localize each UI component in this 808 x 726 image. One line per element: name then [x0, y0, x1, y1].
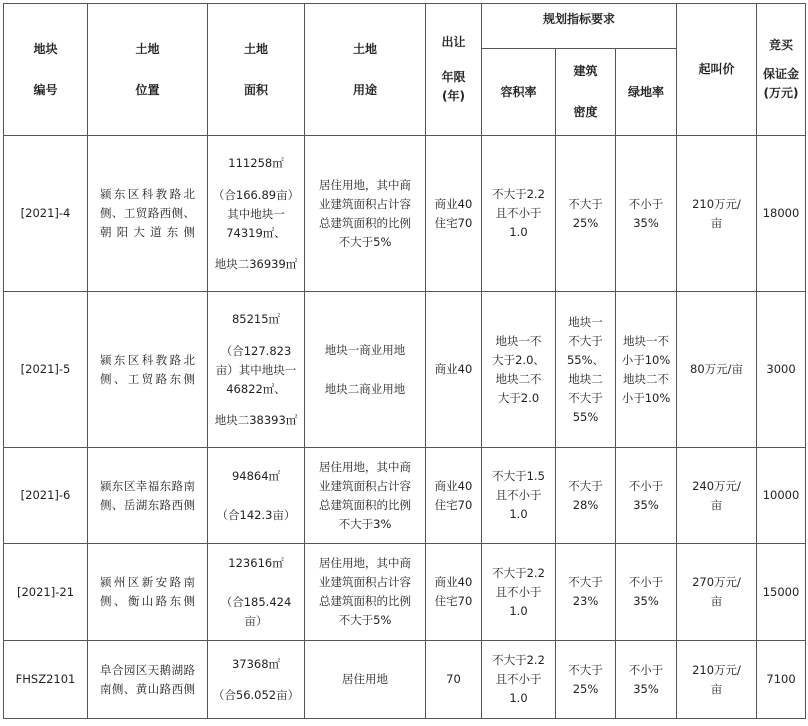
- cell-far: [482, 544, 556, 641]
- far-line: 大于2.0、: [492, 352, 545, 367]
- far-line: 不大于2.2: [492, 565, 545, 580]
- density-line: 55%: [572, 409, 599, 424]
- green-line: 地块二不: [623, 371, 670, 386]
- far-line: 大于2.0: [497, 390, 540, 405]
- cell-plot-no: [2021]-5: [4, 292, 88, 448]
- green-line: 35%: [633, 681, 659, 696]
- header-density-line1: 建筑: [573, 64, 598, 78]
- header-term-line3: (年): [442, 89, 465, 103]
- area-line: （合142.3亩）: [216, 507, 296, 522]
- cell-area: [208, 292, 305, 448]
- far-line: 1.0: [509, 507, 528, 521]
- header-far: 容积率: [482, 49, 556, 136]
- far-line: 1.0: [509, 225, 528, 239]
- green-line: 不小于: [628, 196, 664, 211]
- green-line: 35%: [633, 497, 659, 512]
- cell-plot-no: [2021]-21: [4, 544, 88, 641]
- density-line: 55%、: [566, 352, 605, 367]
- density-line: 不大于: [568, 333, 603, 348]
- cell-density: [556, 292, 616, 448]
- term-line: 住宅70: [434, 594, 473, 608]
- cell-far: [482, 136, 556, 292]
- term-line: 商业40: [434, 196, 473, 211]
- term-line: 商业40: [434, 575, 473, 589]
- cell-area: [208, 641, 305, 719]
- cell-density: [556, 641, 616, 719]
- cell-location: 颍东区科教路北侧、工贸路西侧、朝阳大道东侧: [88, 136, 208, 292]
- term-line: 商业40: [434, 478, 473, 493]
- price-line: 亩: [710, 594, 723, 608]
- far-line: 不大于2.2: [492, 653, 545, 667]
- cell-far: [482, 292, 556, 448]
- header-deposit-line2: 保证金: [763, 67, 800, 81]
- cell-location: 颍东区幸福东路南侧、岳湖东路西侧: [88, 448, 208, 544]
- table-row: [4, 544, 806, 641]
- far-line: 且不小于: [495, 488, 542, 502]
- cell-price: [677, 448, 757, 544]
- far-line: 1.0: [509, 603, 528, 618]
- far-line: 且不小于: [495, 584, 542, 599]
- price-line: 亩: [710, 681, 723, 696]
- price-line: 240万元/: [692, 478, 741, 493]
- area-line: （合56.052亩）: [212, 687, 300, 702]
- header-location: [88, 4, 208, 136]
- area-line: 46822㎡、: [226, 381, 286, 396]
- header-deposit: [757, 4, 806, 136]
- far-line: 地块一不: [495, 333, 542, 348]
- table-row: [4, 448, 806, 544]
- green-line: 35%: [633, 594, 659, 608]
- density-line: 不大于: [568, 196, 603, 211]
- term-line: 住宅70: [434, 215, 473, 230]
- density-line: 地块一: [568, 314, 603, 329]
- header-term: [426, 4, 482, 136]
- header-location-line1: 土地: [135, 41, 160, 56]
- density-line: 28%: [572, 497, 599, 512]
- header-plot-no: [4, 4, 88, 136]
- header-location-line2: 位置: [135, 82, 160, 97]
- table-row: [4, 136, 806, 292]
- cell-green: [616, 544, 677, 641]
- far-line: 1.0: [509, 691, 528, 705]
- header-start-price: 起叫价: [677, 4, 757, 136]
- cell-term: [426, 544, 482, 641]
- cell-far: [482, 448, 556, 544]
- green-line: 小于10%: [621, 390, 671, 405]
- cell-usage: [305, 292, 426, 448]
- area-line: 85215㎡: [231, 311, 281, 326]
- area-line: 74319㎡、: [226, 225, 286, 240]
- price-line: 亩: [710, 215, 723, 230]
- header-planning: 规划指标要求: [482, 4, 677, 49]
- area-line: 地块二38393㎡: [214, 412, 298, 427]
- density-line: 不大于: [568, 390, 603, 405]
- price-line: 210万元/: [692, 662, 741, 677]
- area-line: （合166.89亩）: [212, 187, 300, 202]
- green-line: 不小于: [628, 575, 664, 589]
- far-line: 且不小于: [495, 672, 542, 686]
- cell-area: [208, 544, 305, 641]
- price-line: 210万元/: [692, 196, 741, 211]
- cell-price: [677, 641, 757, 719]
- area-line: （合185.424: [220, 594, 292, 609]
- area-line: 111258㎡: [228, 155, 284, 170]
- cell-green: [616, 641, 677, 719]
- term-line: 商业40: [434, 362, 473, 376]
- cell-deposit: 15000: [757, 544, 806, 641]
- cell-deposit: 7100: [757, 641, 806, 719]
- table-row: [4, 292, 806, 448]
- header-deposit-line3: (万元): [763, 86, 799, 100]
- cell-location: 颍东区科教路北侧、工贸路东侧: [88, 292, 208, 448]
- land-auction-table: [3, 3, 806, 719]
- cell-location: 颍州区新安路南侧、衡山路东侧: [88, 544, 208, 641]
- area-line: 37368㎡: [231, 656, 281, 671]
- cell-green: [616, 292, 677, 448]
- area-line: （合127.823: [220, 343, 292, 358]
- cell-deposit: 3000: [757, 292, 806, 448]
- header-term-line2: 年限: [441, 70, 466, 84]
- green-line: 不小于: [628, 662, 664, 677]
- cell-usage: 居住用地，其中商业建筑面积占计容总建筑面积的比例不大于5%: [305, 544, 426, 641]
- area-line: 地块二36939㎡: [214, 256, 298, 271]
- usage-line: 地块二商业用地: [324, 381, 406, 396]
- cell-density: [556, 544, 616, 641]
- price-line: 270万元/: [692, 575, 741, 589]
- far-line: 不大于1.5: [492, 469, 545, 483]
- density-line: 23%: [572, 594, 599, 608]
- area-line: 亩）其中地块一: [215, 362, 297, 377]
- area-line: 123616㎡: [228, 555, 284, 570]
- header-area-line2: 面积: [243, 82, 268, 97]
- header-usage: [305, 4, 426, 136]
- usage-line: 地块一商业用地: [324, 342, 406, 357]
- cell-green: [616, 136, 677, 292]
- term-line: 70: [446, 672, 461, 686]
- cell-density: [556, 448, 616, 544]
- density-line: 不大于: [568, 662, 603, 677]
- area-line: 其中地块一: [227, 206, 285, 221]
- header-term-line1: 出让: [441, 35, 466, 49]
- green-line: 地块一不: [623, 333, 670, 348]
- density-line: 25%: [572, 681, 599, 696]
- cell-term: [426, 136, 482, 292]
- cell-usage: 居住用地，其中商业建筑面积占计容总建筑面积的比例不大于3%: [305, 448, 426, 544]
- cell-deposit: 18000: [757, 136, 806, 292]
- cell-plot-no: [2021]-6: [4, 448, 88, 544]
- density-line: 不大于: [568, 575, 603, 589]
- cell-density: [556, 136, 616, 292]
- header-green: 绿地率: [616, 49, 677, 136]
- area-line: 亩）: [244, 613, 268, 628]
- cell-location: 阜合园区天鹅湖路南侧、黄山路西侧: [88, 641, 208, 719]
- far-line: 地块二不: [495, 371, 542, 386]
- price-line: 亩: [710, 497, 723, 512]
- header-plot-no-line2: 编号: [33, 82, 58, 97]
- green-line: 不小于: [628, 478, 664, 493]
- table-row: [4, 641, 806, 719]
- far-line: 不大于2.2: [492, 187, 545, 201]
- cell-price: [677, 292, 757, 448]
- header-usage-line1: 土地: [352, 41, 377, 56]
- cell-usage: 居住用地: [305, 641, 426, 719]
- cell-area: [208, 448, 305, 544]
- cell-price: [677, 544, 757, 641]
- price-line: 80万元/亩: [690, 362, 744, 376]
- term-line: 住宅70: [434, 497, 473, 512]
- header-area: [208, 4, 305, 136]
- cell-far: [482, 641, 556, 719]
- header-usage-line2: 用途: [352, 82, 377, 97]
- cell-term: [426, 641, 482, 719]
- cell-price: [677, 136, 757, 292]
- density-line: 地块二: [568, 371, 603, 386]
- area-line: 94864㎡: [231, 468, 281, 483]
- cell-deposit: 10000: [757, 448, 806, 544]
- cell-area: [208, 136, 305, 292]
- cell-term: [426, 448, 482, 544]
- cell-plot-no: [2021]-4: [4, 136, 88, 292]
- density-line: 不大于: [568, 478, 603, 493]
- far-line: 且不小于: [495, 206, 542, 220]
- cell-term: [426, 292, 482, 448]
- density-line: 25%: [572, 215, 599, 230]
- header-area-line1: 土地: [243, 41, 268, 56]
- header-density-line2: 密度: [573, 105, 598, 119]
- cell-usage: 居住用地，其中商业建筑面积占计容总建筑面积的比例不大于5%: [305, 136, 426, 292]
- header-plot-no-line1: 地块: [33, 41, 58, 56]
- green-line: 35%: [633, 215, 659, 230]
- cell-plot-no: FHSZ2101: [4, 641, 88, 719]
- green-line: 小于10%: [621, 352, 671, 367]
- header-density: [556, 49, 616, 136]
- cell-green: [616, 448, 677, 544]
- header-deposit-line1: 竞买: [769, 38, 794, 52]
